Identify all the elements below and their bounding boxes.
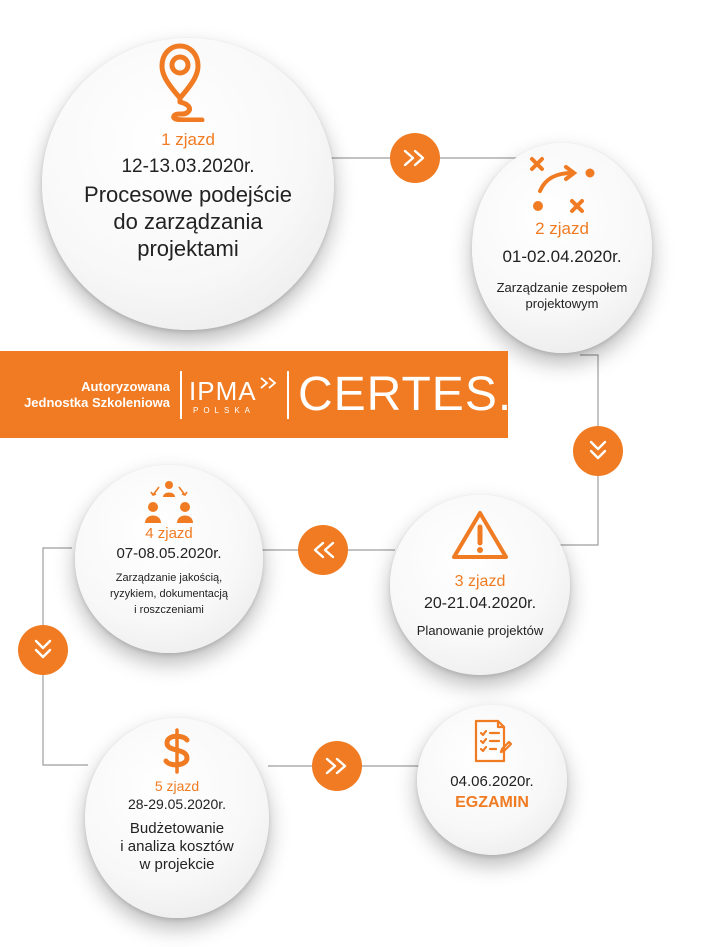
next-arrow-badge-4	[18, 625, 68, 675]
step-5-label: 5 zjazd	[154, 778, 200, 794]
step-2-label: 2 zjazd	[535, 219, 589, 238]
step-4-date: 07-08.05.2020r.	[116, 545, 222, 562]
step-3-circle	[390, 495, 570, 675]
step-2-title-line-2: projektowym	[525, 296, 599, 311]
dollar-icon	[162, 728, 192, 774]
step-2-title-line-1: Zarządzanie zespołem	[496, 280, 628, 295]
step-3-date: 20-21.04.2020r.	[423, 595, 537, 612]
step-3-label: 3 zjazd	[454, 573, 506, 590]
banner-divider-2	[287, 371, 289, 419]
ipma-arrows-icon	[259, 376, 281, 390]
banner-auth-line-2: Jednostka Szkoleniowa	[24, 395, 170, 410]
step-1-title-line-3: projektami	[137, 236, 239, 261]
next-arrow-badge-5	[312, 741, 362, 791]
step-4-title-line-1: Zarządzanie jakością,	[115, 572, 223, 584]
ipma-logo-text	[189, 376, 281, 405]
step-5-title-line-3: w projekcie	[139, 856, 215, 873]
step-4-title-line-2: ryzykiem, dokumentacją	[110, 588, 228, 600]
double-chevron-right-icon	[325, 756, 349, 776]
step-2-date: 01-02.04.2020r.	[502, 247, 622, 266]
next-arrow-badge-2	[573, 426, 623, 476]
next-arrow-badge-3	[298, 525, 348, 575]
double-chevron-left-icon	[311, 540, 335, 560]
step-1-title-line-1: Procesowe podejście	[84, 182, 292, 207]
certes-logo-text: CERTES.	[298, 368, 513, 421]
step-1-circle	[42, 38, 334, 330]
exam-label: EGZAMIN	[455, 794, 529, 811]
step-1-title-line-2: do zarządzania	[113, 209, 263, 234]
step-5-title-line-1: Budżetowanie	[129, 820, 225, 837]
certification-banner	[0, 351, 513, 438]
step-4-label: 4 zjazd	[145, 525, 193, 542]
banner-authorized-text	[0, 379, 170, 411]
location-pin-icon	[158, 42, 218, 122]
ipma-polska-text: POLSKA	[193, 406, 256, 415]
banner-divider-1	[180, 371, 182, 419]
next-arrow-badge-1	[390, 133, 440, 183]
ipma-word: IPMA	[189, 376, 257, 406]
step-1-label: 1 zjazd	[161, 130, 215, 149]
banner-auth-line-1: Autoryzowana	[81, 379, 170, 394]
step-5-title-line-2: i analiza kosztów	[120, 838, 234, 855]
step-2-circle	[472, 143, 652, 353]
step-1-date: 12-13.03.2020r.	[121, 156, 255, 177]
double-chevron-right-icon	[403, 148, 427, 168]
step-3-title-line-1: Planowanie projektów	[416, 623, 544, 638]
step-5-date: 28-29.05.2020r.	[127, 796, 227, 812]
step-4-circle	[75, 465, 263, 653]
warning-icon	[450, 509, 510, 561]
step-5-circle	[85, 718, 269, 918]
strategy-icon	[526, 153, 598, 215]
exam-circle	[417, 705, 567, 855]
double-chevron-down-icon	[33, 638, 53, 662]
checklist-document-icon	[472, 719, 512, 763]
exam-date: 04.06.2020r.	[450, 773, 534, 790]
double-chevron-down-icon	[588, 439, 608, 463]
step-4-title-line-3: i roszczeniami	[134, 604, 204, 616]
team-icon	[141, 479, 197, 523]
